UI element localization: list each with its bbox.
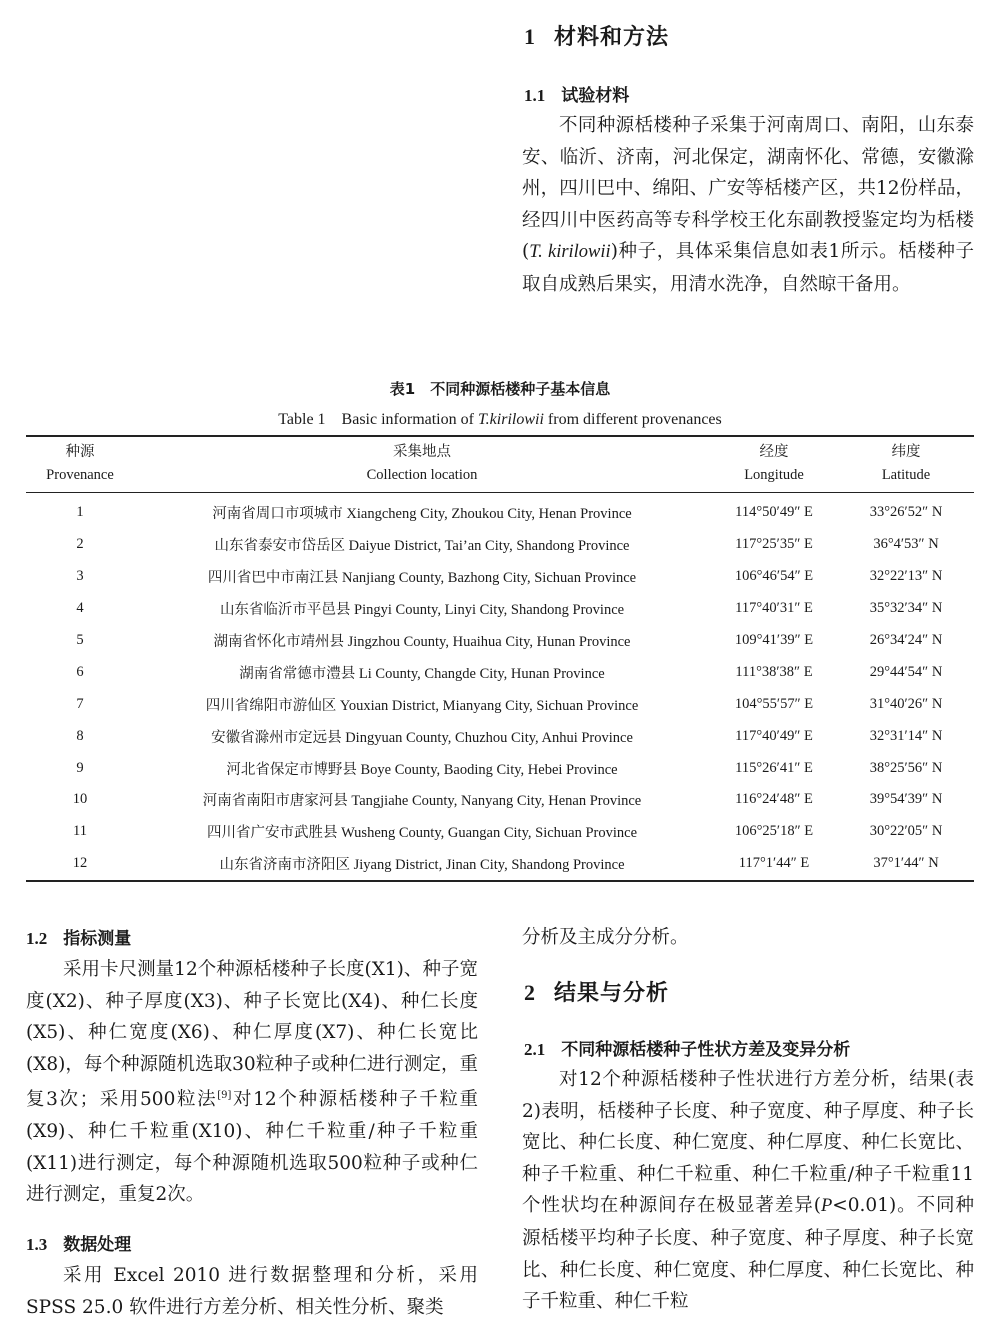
cell-location: 安徽省滁州市定远县 Dingyuan County, Chuzhou City, Anhui Province — [211, 729, 633, 746]
section-number: 1.1 — [524, 86, 546, 105]
table-row — [26, 752, 974, 784]
cell-latitude: 38°25′56″ N — [869, 759, 943, 776]
table-row — [26, 656, 974, 688]
table-row — [26, 784, 974, 816]
cell-latitude: 31°40′26″ N — [869, 695, 943, 712]
cell-provenance: 12 — [72, 855, 88, 872]
section-2-heading — [524, 976, 669, 1007]
cell-provenance: 3 — [76, 568, 84, 585]
section-title: 数据处理 — [63, 1235, 132, 1255]
header-location — [134, 436, 710, 493]
table-caption-cn: 表1 不同种源栝楼种子基本信息 — [389, 380, 611, 398]
section-1-2-heading — [26, 924, 131, 949]
species-name: T. kirilowii — [529, 242, 611, 263]
section-title: 试验材料 — [561, 86, 630, 106]
table-row — [26, 493, 974, 529]
table-row — [26, 816, 974, 848]
cell-location: 湖南省怀化市靖州县 Jingzhou County, Huaihua City, Hunan Province — [213, 634, 631, 650]
cell-latitude: 32°31′14″ N — [869, 727, 943, 744]
cell-longitude: 117°40′49″ E — [735, 727, 813, 744]
paragraph-1-1 — [522, 110, 974, 301]
table-header-row — [26, 436, 974, 493]
cell-location: 河南省周口市项城市 Xiangcheng City, Zhoukou City, Henan Province — [212, 506, 632, 523]
header-cn: 经度 — [759, 444, 789, 460]
cell-location: 四川省广安市武胜县 Wusheng County, Guangan City, Sichuan Province — [206, 825, 638, 842]
cell-longitude: 117°25′35″ E — [735, 536, 813, 553]
cell-latitude: 33°26′52″ N — [869, 504, 943, 521]
cell-provenance: 8 — [76, 727, 84, 744]
paragraph-1-3-continued: 分析及主成分分析。 — [522, 927, 689, 948]
cell-latitude: 29°44′54″ N — [869, 663, 943, 680]
header-cn: 种源 — [65, 444, 95, 460]
p-value-symbol: P — [820, 1196, 833, 1217]
section-number: 1 — [524, 24, 536, 49]
species-name: T.kirilowii — [477, 411, 544, 428]
cell-provenance: 5 — [76, 632, 84, 648]
cell-provenance: 1 — [76, 504, 84, 521]
section-title: 结果与分析 — [554, 981, 670, 1006]
paragraph-2-1 — [522, 1064, 974, 1318]
cell-latitude: 36°4′53″ N — [873, 536, 939, 553]
cell-location: 山东省临沂市平邑县 Pingyi County, Linyi City, Shandong Province — [219, 602, 625, 619]
cell-location: 山东省济南市济阳区 Jiyang District, Jinan City, Shandong Province — [219, 857, 625, 874]
cell-location: 四川省巴中市南江县 Nanjiang County, Bazhong City, Sichuan Province — [207, 570, 637, 587]
cell-longitude: 117°40′31″ E — [735, 600, 813, 617]
table-row — [26, 848, 974, 881]
table-row — [26, 720, 974, 752]
cell-provenance: 9 — [76, 759, 84, 776]
header-longitude — [710, 436, 838, 493]
cell-longitude: 109°41′39″ E — [734, 632, 814, 648]
paragraph-text: 对12个种源栝楼种子千粒重(X9)、种仁千粒重(X10)、种仁千粒重/种子千粒重(X11)进行测定，每个种源随机选取500粒种子或种仁进行测定，重复2次。 — [26, 1089, 478, 1206]
cell-location: 河南省南阳市唐家河县 Tangjiahe County, Nanyang City, Henan Province — [202, 793, 642, 810]
header-latitude — [838, 436, 974, 493]
section-title: 不同种源栝楼种子性状方差及变异分析 — [561, 1040, 851, 1060]
paragraph-text: 采用卡尺测量12个种源栝楼种子长度(X1)、种子宽度(X2)、种子厚度(X3)、种子长宽比(X4)、种仁长度(X5)、种仁宽度(X6)、种仁厚度(X7)、种仁长宽比(X8)，每个种源随机选取30粒种子或种仁进行测定，重复3次；采用500粒法 — [26, 959, 478, 1111]
caption-text: from different provenances — [543, 411, 722, 428]
table-1 — [26, 435, 974, 882]
header-en: Latitude — [881, 467, 931, 483]
header-en: Collection location — [366, 467, 478, 483]
table-caption-en — [26, 406, 974, 429]
section-2-1-heading — [524, 1035, 850, 1060]
table-row — [26, 625, 974, 657]
section-number: 2.1 — [524, 1040, 546, 1059]
cell-provenance: 11 — [73, 823, 87, 840]
paragraph-text: 对12个种源栝楼种子性状进行方差分析，结果(表2)表明，栝楼种子长度、种子宽度、种子厚度、种子长宽比、种仁长度、种仁宽度、种仁厚度、种仁长宽比、种子千粒重、种仁千粒重、种仁千粒重/种子千粒重11个性状均在种源间存在极显著差异( — [522, 1069, 974, 1217]
header-cn: 采集地点 — [393, 444, 451, 460]
cell-longitude: 114°50′49″ E — [735, 504, 813, 521]
cell-provenance: 10 — [72, 791, 88, 808]
cell-longitude: 106°46′54″ E — [734, 568, 814, 585]
table-row — [26, 688, 974, 720]
header-provenance — [26, 436, 134, 493]
cell-latitude: 26°34′24″ N — [869, 632, 943, 648]
paragraph-text: )种子，具体采集信息如表1所示。栝楼种子取自成熟后果实，用清水洗净，自然晾干备用。 — [522, 241, 974, 295]
cell-latitude: 30°22′05″ N — [869, 823, 943, 840]
cell-location: 四川省绵阳市游仙区 Youxian District, Mianyang City, Sichuan Province — [205, 697, 639, 714]
citation-ref: [9] — [217, 1090, 232, 1102]
section-1-heading — [524, 20, 669, 51]
section-1-3-heading — [26, 1230, 131, 1255]
cell-location: 湖南省常德市澧县 Li County, Changde City, Hunan Province — [239, 665, 605, 682]
section-number: 1.3 — [26, 1235, 48, 1254]
header-en: Longitude — [744, 467, 804, 483]
cell-latitude: 32°22′13″ N — [869, 568, 943, 585]
section-1-1-heading — [524, 81, 629, 106]
cell-provenance: 2 — [76, 536, 84, 553]
cell-location: 河北省保定市博野县 Boye County, Baoding City, Hebei Province — [226, 761, 618, 778]
cell-latitude: 35°32′34″ N — [869, 600, 943, 617]
cell-longitude: 116°24′48″ E — [735, 791, 813, 808]
header-en: Provenance — [46, 467, 114, 483]
cell-latitude: 39°54′39″ N — [869, 791, 943, 808]
cell-provenance: 4 — [76, 600, 84, 617]
section-title: 材料和方法 — [554, 25, 670, 50]
cell-provenance: 7 — [76, 695, 84, 712]
paragraph-text: 不同种源栝楼种子采集于河南周口、南阳，山东泰安、临沂、济南，河北保定，湖南怀化、常德，安徽滁州，四川巴中、绵阳、广安等栝楼产区，共12份样品，经四川中医药高等专科学校王化东副教授鉴定均为栝楼( — [522, 115, 974, 263]
cell-longitude: 104°55′57″ E — [734, 695, 814, 712]
caption-text: Table 1 Basic information of — [278, 411, 478, 428]
cell-longitude: 111°38′38″ E — [735, 663, 813, 680]
cell-longitude: 106°25′18″ E — [734, 823, 814, 840]
table-row — [26, 593, 974, 625]
cell-provenance: 6 — [76, 663, 84, 680]
paragraph-1-2 — [26, 954, 478, 1211]
paragraph-1-3: 采用 Excel 2010 进行数据整理和分析，采用 SPSS 25.0 软件进行方差分析、相关性分析、聚类 — [26, 1265, 478, 1318]
section-number: 2 — [524, 980, 536, 1005]
paragraph-text: <0.01)。不同种源栝楼平均种子长度、种子宽度、种子厚度、种子长宽比、种仁长度、种仁宽度、种仁厚度、种仁长宽比、种子千粒重、种仁千粒 — [522, 1195, 974, 1313]
section-number: 1.2 — [26, 929, 48, 948]
cell-latitude: 37°1′44″ N — [873, 855, 939, 872]
table-row — [26, 529, 974, 561]
section-title: 指标测量 — [63, 929, 132, 949]
table-row — [26, 561, 974, 593]
header-cn: 纬度 — [891, 444, 921, 460]
cell-location: 山东省泰安市岱岳区 Daiyue District, Tai’an City, Shandong Province — [214, 538, 630, 555]
cell-longitude: 115°26′41″ E — [735, 759, 813, 776]
cell-longitude: 117°1′44″ E — [738, 855, 810, 872]
